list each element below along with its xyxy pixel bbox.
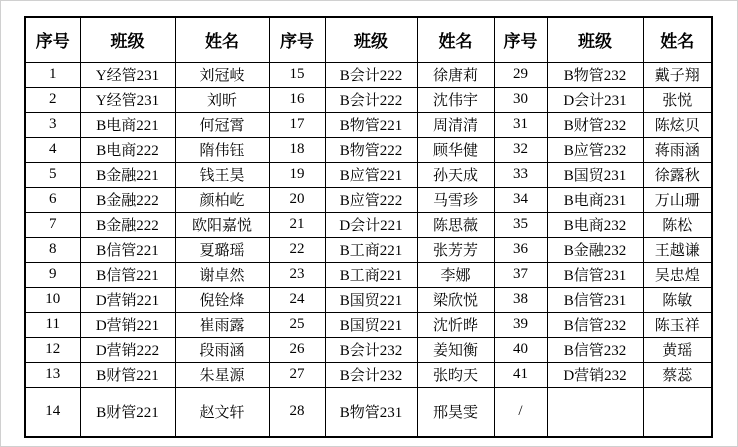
header-class-1: 班级 (80, 17, 175, 62)
class-cell: B金融221 (80, 162, 175, 187)
seq-cell: 13 (25, 362, 80, 387)
class-cell: B会计222 (325, 87, 417, 112)
seq-cell: 35 (494, 212, 547, 237)
seq-cell: 34 (494, 187, 547, 212)
seq-cell: 40 (494, 337, 547, 362)
name-cell: 张芳芳 (417, 237, 494, 262)
name-cell: 陈松 (643, 212, 712, 237)
seq-cell: 7 (25, 212, 80, 237)
name-cell: 沈伟宇 (417, 87, 494, 112)
name-cell: 戴子翔 (643, 62, 712, 87)
seq-cell: 26 (269, 337, 325, 362)
class-cell: D营销232 (547, 362, 643, 387)
seq-cell: 41 (494, 362, 547, 387)
header-row (25, 17, 712, 62)
seq-cell: 29 (494, 62, 547, 87)
name-cell: 崔雨露 (175, 312, 269, 337)
class-cell: B物管232 (547, 62, 643, 87)
seq-cell: 19 (269, 162, 325, 187)
class-cell: B金融222 (80, 212, 175, 237)
seq-cell: 32 (494, 137, 547, 162)
seq-cell: 38 (494, 287, 547, 312)
class-cell: B信管232 (547, 312, 643, 337)
seq-cell: 25 (269, 312, 325, 337)
name-cell: 黄瑶 (643, 337, 712, 362)
class-cell: B应管232 (547, 137, 643, 162)
seq-cell: 17 (269, 112, 325, 137)
name-cell: 陈玉祥 (643, 312, 712, 337)
class-cell: Y经管231 (80, 62, 175, 87)
seq-cell: 3 (25, 112, 80, 137)
class-cell: D会计231 (547, 87, 643, 112)
header-name-2: 姓名 (417, 17, 494, 62)
name-cell: 何冠霄 (175, 112, 269, 137)
seq-cell: 4 (25, 137, 80, 162)
header-seq-2: 序号 (269, 17, 325, 62)
header-name-1: 姓名 (175, 17, 269, 62)
name-cell: 姜知衡 (417, 337, 494, 362)
name-cell: 欧阳嘉悦 (175, 212, 269, 237)
header-class-3: 班级 (547, 17, 643, 62)
class-cell: B物管222 (325, 137, 417, 162)
class-cell: D营销221 (80, 287, 175, 312)
name-cell: 赵文轩 (175, 387, 269, 437)
class-cell: B物管221 (325, 112, 417, 137)
seq-cell: 14 (25, 387, 80, 437)
class-cell: D营销221 (80, 312, 175, 337)
class-cell: B信管231 (547, 287, 643, 312)
table-row (25, 287, 712, 312)
class-cell: B信管231 (547, 262, 643, 287)
name-cell: 隋伟钰 (175, 137, 269, 162)
class-cell: D营销222 (80, 337, 175, 362)
class-cell: B会计232 (325, 337, 417, 362)
name-cell: 段雨涵 (175, 337, 269, 362)
class-cell: B会计232 (325, 362, 417, 387)
name-cell: 李娜 (417, 262, 494, 287)
class-cell: B应管222 (325, 187, 417, 212)
seq-cell: 15 (269, 62, 325, 87)
name-cell: 顾华健 (417, 137, 494, 162)
name-cell: 谢卓然 (175, 262, 269, 287)
name-cell: 陈思薇 (417, 212, 494, 237)
class-cell: B物管231 (325, 387, 417, 437)
seq-cell: 20 (269, 187, 325, 212)
table-row (25, 262, 712, 287)
name-cell (643, 387, 712, 437)
name-cell: 周清清 (417, 112, 494, 137)
name-cell: 刘昕 (175, 87, 269, 112)
name-cell: 邢昊雯 (417, 387, 494, 437)
name-cell: 颜柏屹 (175, 187, 269, 212)
seq-cell: 30 (494, 87, 547, 112)
seq-cell: 5 (25, 162, 80, 187)
class-cell: B国贸221 (325, 287, 417, 312)
table-row (25, 112, 712, 137)
table-row (25, 187, 712, 212)
class-cell: B应管221 (325, 162, 417, 187)
class-cell: B电商221 (80, 112, 175, 137)
name-cell: 吴忠煌 (643, 262, 712, 287)
table-row (25, 87, 712, 112)
seq-cell: 23 (269, 262, 325, 287)
table-row (25, 337, 712, 362)
seq-cell: 8 (25, 237, 80, 262)
name-cell: 蒋雨涵 (643, 137, 712, 162)
class-cell: B工商221 (325, 262, 417, 287)
class-cell: B国贸231 (547, 162, 643, 187)
name-cell: 张悦 (643, 87, 712, 112)
name-cell: 王越谦 (643, 237, 712, 262)
name-cell: 梁欣悦 (417, 287, 494, 312)
seq-cell: 39 (494, 312, 547, 337)
class-cell: B信管221 (80, 262, 175, 287)
class-cell (547, 387, 643, 437)
class-cell: B会计222 (325, 62, 417, 87)
name-cell: 刘冠岐 (175, 62, 269, 87)
seq-cell: 27 (269, 362, 325, 387)
class-cell: B财管221 (80, 387, 175, 437)
class-cell: B金融222 (80, 187, 175, 212)
seq-cell: 22 (269, 237, 325, 262)
table-body (25, 62, 712, 437)
seq-cell: 21 (269, 212, 325, 237)
class-cell: Y经管231 (80, 87, 175, 112)
seq-cell: 9 (25, 262, 80, 287)
seq-cell: 33 (494, 162, 547, 187)
class-cell: B电商222 (80, 137, 175, 162)
table-row (25, 62, 712, 87)
table-row (25, 362, 712, 387)
seq-cell: 31 (494, 112, 547, 137)
name-cell: 蔡蕊 (643, 362, 712, 387)
seq-cell: 10 (25, 287, 80, 312)
seq-cell: 16 (269, 87, 325, 112)
name-cell: 徐唐莉 (417, 62, 494, 87)
name-cell: 张昀天 (417, 362, 494, 387)
table-row (25, 162, 712, 187)
header-name-3: 姓名 (643, 17, 712, 62)
class-cell: B工商221 (325, 237, 417, 262)
student-roster-table (24, 16, 713, 438)
class-cell: B信管232 (547, 337, 643, 362)
table-row (25, 137, 712, 162)
name-cell: 徐露秋 (643, 162, 712, 187)
seq-cell: 18 (269, 137, 325, 162)
name-cell: 万山珊 (643, 187, 712, 212)
seq-cell: 6 (25, 187, 80, 212)
table-row (25, 312, 712, 337)
name-cell: 陈炫贝 (643, 112, 712, 137)
class-cell: B财管232 (547, 112, 643, 137)
header-seq-3: 序号 (494, 17, 547, 62)
name-cell: 孙天成 (417, 162, 494, 187)
name-cell: 陈敏 (643, 287, 712, 312)
seq-cell: 24 (269, 287, 325, 312)
class-cell: D会计221 (325, 212, 417, 237)
class-cell: B电商231 (547, 187, 643, 212)
name-cell: 朱星源 (175, 362, 269, 387)
class-cell: B财管221 (80, 362, 175, 387)
name-cell: 钱王昊 (175, 162, 269, 187)
table-row (25, 387, 712, 437)
seq-cell: 1 (25, 62, 80, 87)
seq-cell: 12 (25, 337, 80, 362)
seq-cell: / (494, 387, 547, 437)
table-row (25, 237, 712, 262)
seq-cell: 37 (494, 262, 547, 287)
name-cell: 马雪珍 (417, 187, 494, 212)
seq-cell: 2 (25, 87, 80, 112)
seq-cell: 36 (494, 237, 547, 262)
name-cell: 倪铨烽 (175, 287, 269, 312)
header-class-2: 班级 (325, 17, 417, 62)
class-cell: B电商232 (547, 212, 643, 237)
header-seq-1: 序号 (25, 17, 80, 62)
name-cell: 夏璐瑶 (175, 237, 269, 262)
class-cell: B国贸221 (325, 312, 417, 337)
class-cell: B信管221 (80, 237, 175, 262)
class-cell: B金融232 (547, 237, 643, 262)
seq-cell: 28 (269, 387, 325, 437)
seq-cell: 11 (25, 312, 80, 337)
name-cell: 沈忻晔 (417, 312, 494, 337)
table-row (25, 212, 712, 237)
